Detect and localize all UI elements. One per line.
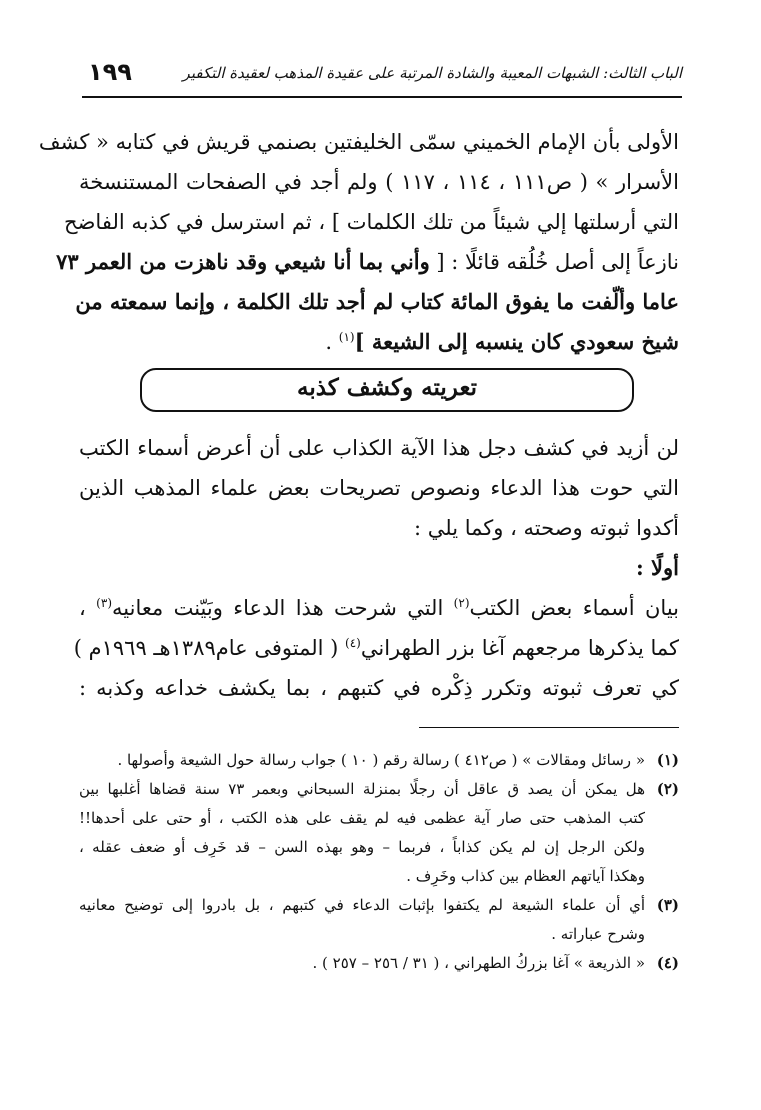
- footnote-number: (١): [656, 751, 679, 769]
- footnote-line: « الذريعة » آغا بزركُ الطهراني ، ( ٣١ / ٢٥٦ – ٢٥٧ ) .: [312, 954, 645, 972]
- footnote-3: [79, 891, 679, 949]
- quote-segment: شيخ سعودي كان ينسبه إلى الشيعة ]: [354, 329, 679, 354]
- text-line: التي أرسلتها إلي شيئاً من تلك الكلمات ] ، ثم استرسل في كذبه الفاضح: [64, 210, 679, 234]
- text-line: [79, 588, 679, 628]
- section-title: تعريته وكشف كذبه: [296, 374, 477, 401]
- footnote-2: [79, 775, 679, 891]
- paragraph-3: [73, 588, 679, 708]
- footnote-number: (٤): [656, 954, 679, 972]
- footnote-ref-3: (٣): [96, 596, 112, 610]
- footnote-line: أي أن علماء الشيعة لم يكتفوا بإثبات الدعاء في كتبهم ، بل بادروا إلى توضيح معانيه: [79, 896, 645, 914]
- text-line: أكدوا ثبوته وصحته ، وكما يلي :: [414, 516, 679, 540]
- footnote-line: هل يمكن أن يصد ق عاقل أن رجلًا بمنزلة السبحاني وبعمر ٧٣ سنة قضاها أغلبها بين: [79, 780, 646, 798]
- footnote-ref-1: (١): [338, 330, 355, 344]
- footnote-ref-2: (٢): [453, 596, 470, 610]
- footnote-line: « رسائل ومقالات » ( ص٤١٢ ) رسالة رقم ( ١٠ ) جواب رسالة حول الشيعة وأصولها .: [117, 751, 645, 769]
- footnote-number: (٢): [656, 780, 679, 798]
- quote-segment: وأني بما أنا شيعي وقد ناهزت من العمر ٧٣: [56, 249, 430, 274]
- footnote-line: وهكذا آياتهم العظام بين كذاب وخَرِف .: [406, 867, 645, 885]
- footnote-line: وشرح عباراته .: [551, 925, 645, 943]
- section-heading-box: [140, 368, 634, 412]
- footnote-body: [79, 775, 645, 891]
- header-rule: [82, 96, 682, 98]
- text-segment: ( المتوفى عام١٣٨٩هـ ١٩٦٩م ): [73, 636, 346, 660]
- text-segment: .: [325, 330, 339, 354]
- footnote-ref-4: (٤): [345, 636, 361, 650]
- text-segment: التي شرحت هذا الدعاء وبَيّنت معانيه: [112, 596, 454, 620]
- text-line: [73, 628, 679, 668]
- footnotes: [79, 746, 679, 978]
- text-line: الأولى بأن الإمام الخميني سمّى الخليفتين بصنمي قريش في كتابه « كشف: [38, 130, 679, 154]
- footnote-number: (٣): [656, 896, 679, 914]
- text-segment: كما يذكرها مرجعهم آغا بزر الطهراني: [360, 636, 679, 660]
- footnote-4: [79, 949, 679, 978]
- text-line: كي تعرف ثبوته وتكرر ذِكْره في كتبهم ، بما يكشف خداعه وكذبه :: [79, 676, 679, 700]
- text-segment: ،: [79, 596, 97, 620]
- running-header: [82, 60, 682, 96]
- quote-line: عاما وألّفت ما يفوق المائة كتاب لم أجد تلك الكلمة ، وإنما سمعته من: [75, 289, 679, 314]
- text-line: التي حوت هذا الدعاء ونصوص تصريحات بعض علماء المذهب الذين: [79, 476, 679, 500]
- paragraph-2: [79, 428, 679, 548]
- footnote-1: [79, 746, 679, 775]
- footnote-body: [79, 949, 645, 978]
- footnote-separator: [419, 727, 679, 728]
- paragraph-1: [38, 122, 679, 362]
- text-line: الأسرار » ( ص١١١ ، ١١٤ ، ١١٧ ) ولم أجد في الصفحات المستنسخة: [79, 170, 679, 194]
- footnote-body: [79, 746, 645, 775]
- text-segment: نازعاً إلى أصل خُلُقه قائلًا : [: [436, 250, 679, 274]
- text-segment: بيان أسماء بعض الكتب: [469, 596, 679, 620]
- text-line: لن أزيد في كشف دجل هذا الآية الكذاب على أن أعرض أسماء الكتب: [79, 436, 679, 460]
- subheading-first: أولًا :: [635, 555, 679, 580]
- text-line-mixed: [56, 242, 679, 282]
- quote-line-end: [79, 322, 679, 362]
- footnote-line: ولكن الرجل إن لم يكن كذاباً ، فربما – وهو بهذه السن – قد خَرِف أو ضعف عقله ،: [79, 838, 645, 856]
- footnote-body: [79, 891, 645, 949]
- running-title: الباب الثالث: الشبهات المعيبة والشادة المرتبة على عقيدة المذهب لعقيدة التكفير: [182, 64, 682, 82]
- footnote-line: كتب المذهب حتى صار آية عظمى فيه لم يقف على هذه الكتب ، أو حتى على أحدها!!: [79, 809, 645, 827]
- page-number: ١٩٩: [88, 58, 132, 86]
